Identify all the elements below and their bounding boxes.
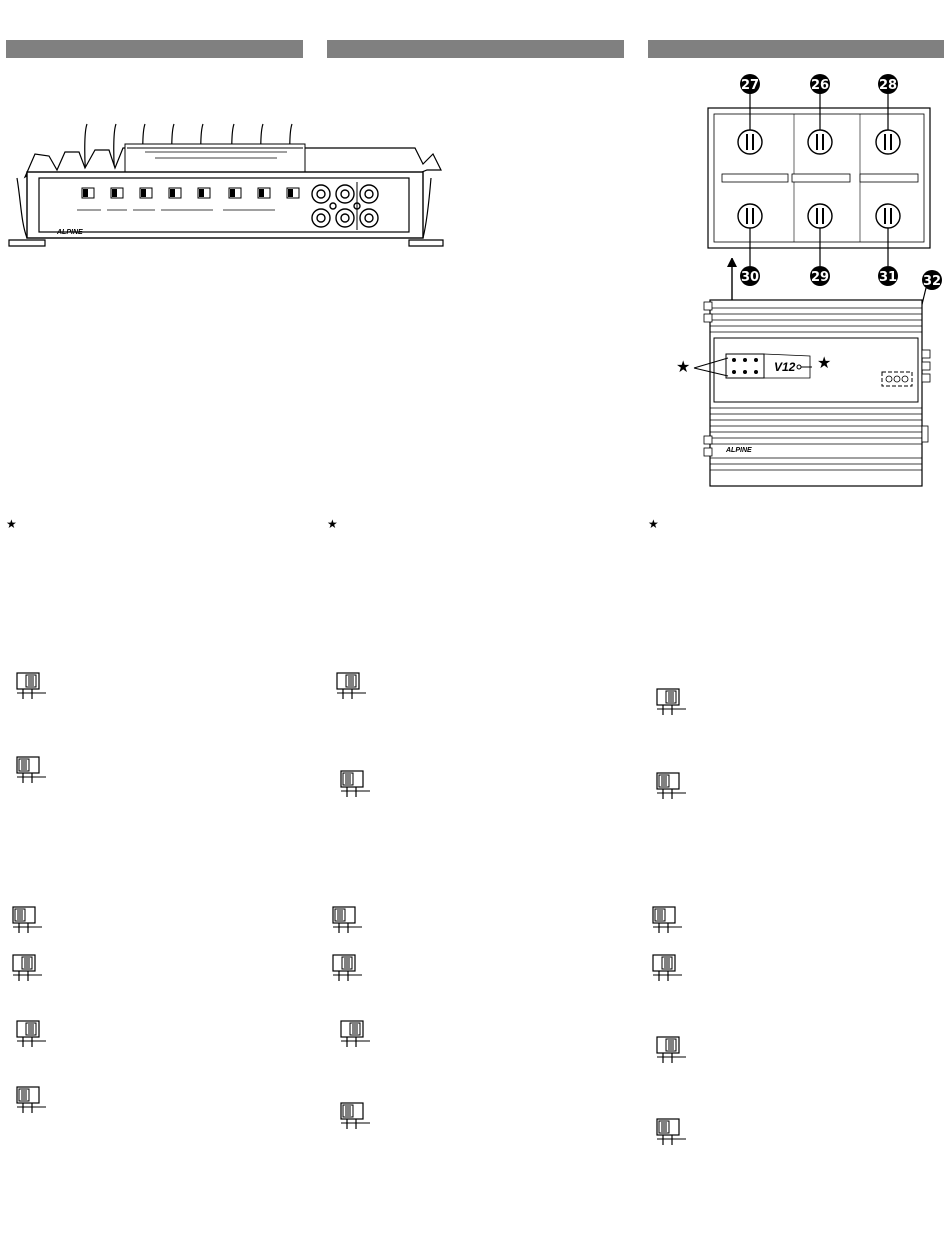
star-mark-col3: ★ (648, 517, 659, 531)
slide-switch-icon (16, 756, 50, 784)
slide-switch-icon (12, 906, 46, 934)
slide-switch-icon (340, 1020, 374, 1048)
star-mark-col2: ★ (327, 517, 338, 531)
star-mark-amp-left: ★ (676, 357, 691, 376)
slide-switch-icon (656, 688, 690, 716)
slide-switch-icon (656, 772, 690, 800)
slide-switch-icon (656, 1118, 690, 1146)
callout-31: 31 (878, 270, 898, 285)
callout-29: 29 (810, 270, 830, 285)
slide-switch-icon (652, 954, 686, 982)
callout-28: 28 (878, 78, 898, 93)
amp-model-logo: V12 (774, 360, 796, 374)
callout-27: 27 (740, 78, 760, 93)
callout-30: 30 (740, 270, 760, 285)
slide-switch-icon (332, 906, 366, 934)
slide-switch-icon (340, 1102, 374, 1130)
callout-26: 26 (810, 78, 830, 93)
star-mark-col1: ★ (6, 517, 17, 531)
slide-switch-icon (652, 906, 686, 934)
amplifier-top-view-diagram (670, 258, 942, 490)
slide-switch-icon (332, 954, 366, 982)
amp-top-brand: ALPINE (726, 447, 752, 454)
slide-switch-icon (12, 954, 46, 982)
section-header-bar-middle (327, 40, 624, 58)
slide-switch-icon (16, 1020, 50, 1048)
control-panel-diagram (700, 70, 935, 288)
slide-switch-icon (336, 672, 370, 700)
amp-side-brand: ALPINE (57, 229, 83, 236)
slide-switch-icon (656, 1036, 690, 1064)
amplifier-side-view-diagram (5, 122, 450, 248)
slide-switch-icon (16, 672, 50, 700)
callout-32: 32 (922, 274, 942, 289)
section-header-bar-right (648, 40, 944, 58)
section-header-bar-left (6, 40, 303, 58)
slide-switch-icon (340, 770, 374, 798)
star-mark-amp-right: ★ (817, 353, 832, 372)
slide-switch-icon (16, 1086, 50, 1114)
